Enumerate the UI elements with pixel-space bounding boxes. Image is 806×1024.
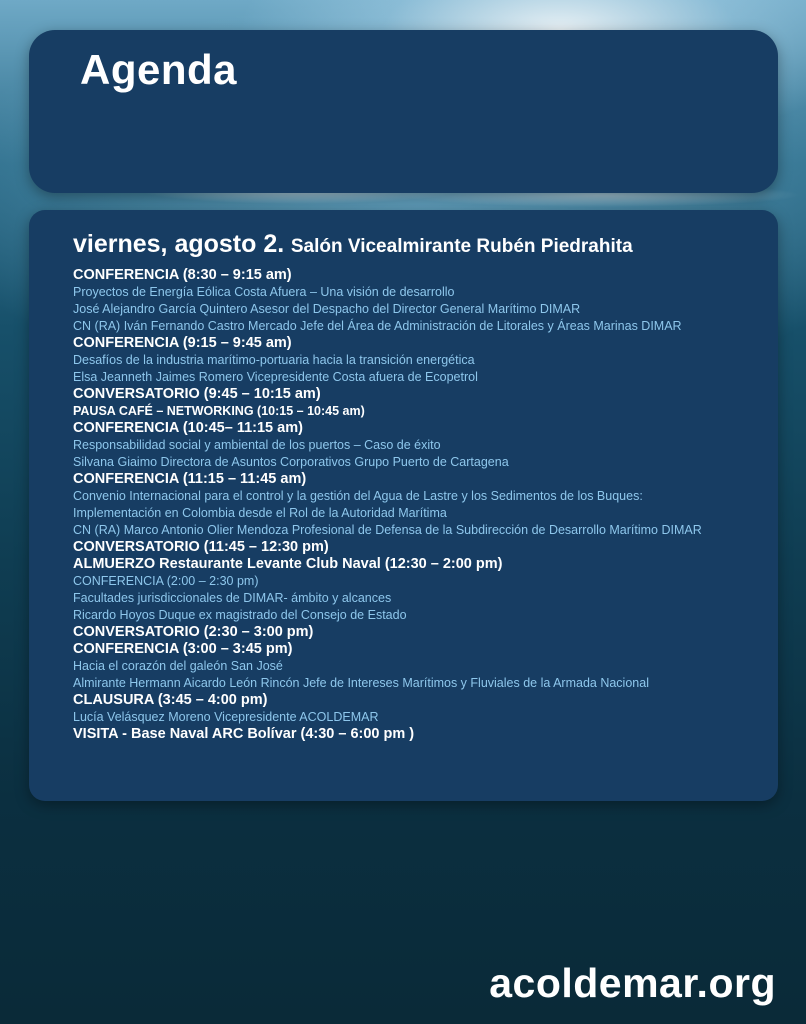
agenda-session-detail: Implementación en Colombia desde el Rol de la Autoridad Marítima [73, 506, 447, 520]
agenda-session-detail: Convenio Internacional para el control y la gestión del Agua de Lastre y los Sedimentos de los Buques: [73, 489, 643, 503]
agenda-session-heading: CONVERSATORIO (2:30 – 3:00 pm) [73, 624, 314, 640]
agenda-session-heading: CONFERENCIA (10:45– 11:15 am) [73, 420, 303, 436]
agenda-session-detail: Almirante Hermann Aicardo León Rincón Jefe de Intereses Marítimos y Fluviales de la Armada Nacional [73, 676, 649, 690]
header-card [29, 30, 778, 193]
agenda-session-detail: Silvana Giaimo Directora de Asuntos Corporativos Grupo Puerto de Cartagena [73, 455, 509, 469]
agenda-session-detail: Elsa Jeanneth Jaimes Romero Vicepresidente Costa afuera de Ecopetrol [73, 370, 478, 384]
agenda-session-heading: CONFERENCIA (8:30 – 9:15 am) [73, 267, 292, 283]
agenda-day-heading [73, 230, 633, 259]
agenda-session-detail: Facultades jurisdiccionales de DIMAR- ámbito y alcances [73, 591, 392, 605]
agenda-session-heading: CLAUSURA (3:45 – 4:00 pm) [73, 692, 268, 708]
agenda-session-heading: CONVERSATORIO (11:45 – 12:30 pm) [73, 539, 329, 555]
agenda-session-heading: CONFERENCIA (3:00 – 3:45 pm) [73, 641, 293, 657]
agenda-list [73, 267, 763, 743]
agenda-session-detail: Desafíos de la industria marítimo-portuaria hacia la transición energética [73, 353, 475, 367]
agenda-session-detail: Responsabilidad social y ambiental de los puertos – Caso de éxito [73, 438, 441, 452]
agenda-venue: Salón Vicealmirante Rubén Piedrahita [290, 236, 633, 257]
agenda-session-detail: Ricardo Hoyos Duque ex magistrado del Consejo de Estado [73, 608, 407, 622]
agenda-session-heading: CONVERSATORIO (9:45 – 10:15 am) [73, 386, 321, 402]
footer-website[interactable]: acoldemar.org [489, 960, 776, 1006]
agenda-session-detail: Lucía Velásquez Moreno Vicepresidente ACOLDEMAR [73, 710, 379, 724]
agenda-day: viernes, agosto 2. [73, 230, 285, 258]
agenda-session-heading: CONFERENCIA (11:15 – 11:45 am) [73, 471, 307, 487]
agenda-session-detail: Hacia el corazón del galeón San José [73, 659, 283, 673]
agenda-card [29, 210, 778, 801]
page-title: Agenda [80, 46, 238, 93]
agenda-session-heading: VISITA - Base Naval ARC Bolívar (4:30 – 6:00 pm ) [73, 726, 415, 742]
agenda-session-heading: CONFERENCIA (9:15 – 9:45 am) [73, 335, 292, 351]
agenda-session-heading: PAUSA CAFÉ – NETWORKING (10:15 – 10:45 am) [73, 404, 365, 418]
agenda-session-detail: CONFERENCIA (2:00 – 2:30 pm) [73, 574, 259, 588]
agenda-session-detail: José Alejandro García Quintero Asesor del Despacho del Director General Marítimo DIMAR [73, 302, 581, 316]
agenda-session-detail: CN (RA) Marco Antonio Olier Mendoza Profesional de Defensa de la Subdirección de Desarrollo Marítimo DIMAR [73, 523, 702, 537]
agenda-session-heading: ALMUERZO Restaurante Levante Club Naval (12:30 – 2:00 pm) [73, 556, 503, 572]
agenda-session-detail: CN (RA) Iván Fernando Castro Mercado Jefe del Área de Administración de Litorales y Áreas Marinas DIMAR [73, 319, 682, 333]
agenda-session-detail: Proyectos de Energía Eólica Costa Afuera – Una visión de desarrollo [73, 285, 455, 299]
